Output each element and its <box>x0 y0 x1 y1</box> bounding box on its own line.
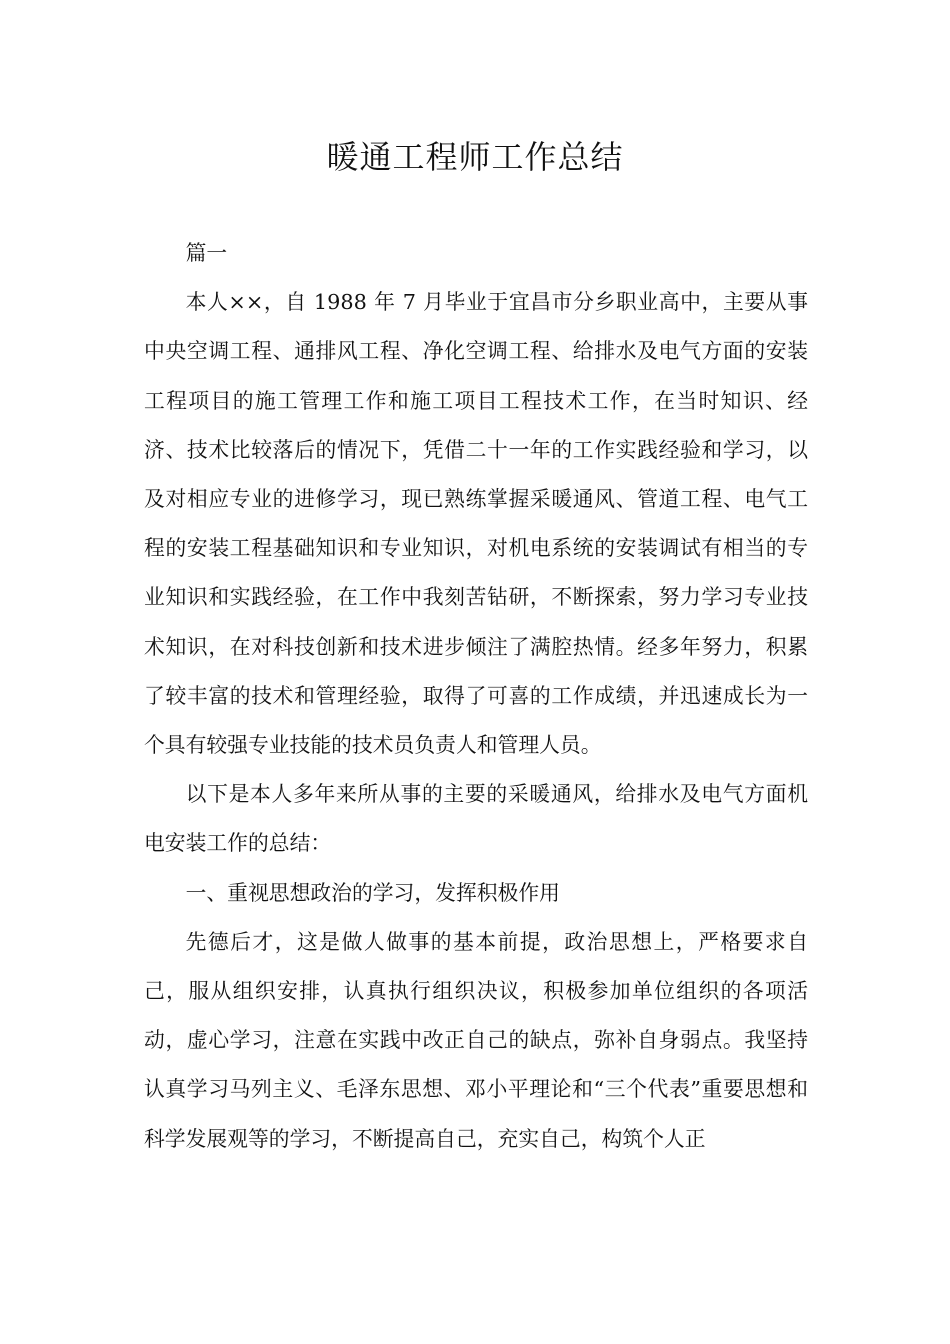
section-heading-part-one: 篇一 <box>185 241 228 265</box>
paragraph-political-study: 先德后才，这是做人做事的基本前提，政治思想上，严格要求自己，服从组织安排，认真执行组织决议，积极参加单位组织的各项活动，虚心学习，注意在实践中改正自己的缺点，弥补自身弱点。我坚持认真学习马列主义、毛泽东思想、邓小平理论和“三个代表”重要思想和科学发展观等的学习，不断提高自己，充实自己，构筑个人正 <box>144 929 808 1151</box>
paragraph-introduction: 本人××，自 1988 年 7 月毕业于宜昌市分乡职业高中，主要从事中央空调工程、通排风工程、净化空调工程、给排水及电气方面的安装工程项目的施工管理工作和施工项目工程技术工作，在当时知识、经济、技术比较落后的情况下，凭借二十一年的工作实践经验和学习，以及对相应专业的进修学习，现已熟练掌握采暖通风、管道工程、电气工程的安装工程基础知识和专业知识，对机电系统的安装调试有相当的专业知识和实践经验，在工作中我刻苦钻研，不断探索，努力学习专业技术知识，在对科技创新和技术进步倾注了满腔热情。经多年努力，积累了较丰富的技术和管理经验，取得了可喜的工作成绩，并迅速成长为一个具有较强专业技能的技术员负责人和管理人员。 <box>144 290 808 758</box>
document-title: 暖通工程师工作总结 <box>326 138 624 176</box>
section-heading-one: 一、重视思想政治的学习，发挥积极作用 <box>185 880 560 905</box>
paragraph-summary-lead: 以下是本人多年来所从事的主要的采暖通风，给排水及电气方面机电安装工作的总结： <box>144 782 808 856</box>
document-body <box>144 229 808 1164</box>
